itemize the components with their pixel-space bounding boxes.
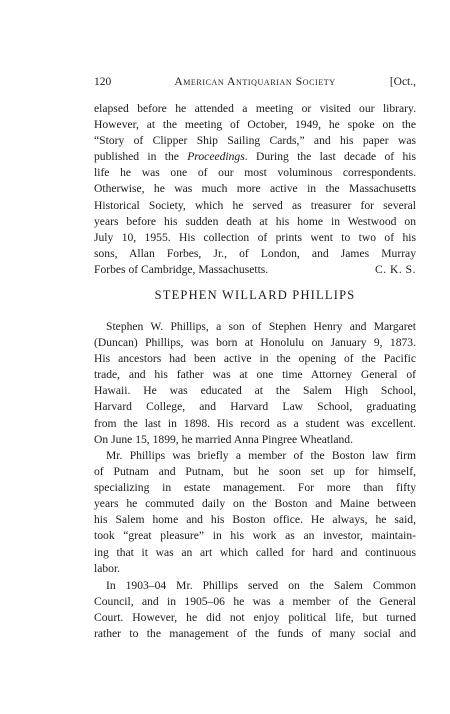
text-line: (Duncan) Phillips, was born at Honolulu on January 9, 1873.: [94, 336, 416, 350]
text-line: Forbes of Cambridge, Massachusetts.: [94, 262, 269, 276]
text-line: Stephen W. Phillips, a son of Stephen Henry and Margaret: [106, 320, 416, 333]
text-line: elapsed before he attended a meeting or visited our library.: [94, 102, 416, 115]
text-line: Mr. Phillips was briefly a member of the Boston law firm: [106, 449, 416, 462]
text-line: from the last in 1898. His record as a student was excellent.: [94, 416, 416, 430]
journal-title: Proceedings: [187, 150, 245, 164]
running-date: [Oct.,: [389, 76, 416, 88]
text-line: Historical Society, which he served as treasurer for several: [94, 198, 416, 212]
text-line: Hawaii. He was educated at the Salem High School,: [94, 384, 416, 398]
text-line: years he commuted daily on the Boston and Maine between: [94, 497, 416, 511]
text-line: life he was one of our most voluminous correspondents.: [94, 166, 416, 180]
text-line: Harvard College, and Harvard Law School, graduating: [94, 400, 416, 414]
text-line: labor.: [94, 561, 121, 575]
continuation-paragraph: [94, 101, 416, 278]
text-line: took “great pleasure” in his work as an investor, maintain-: [94, 529, 416, 543]
text-line: sons, Allan Forbes, Jr., of London, and James Murray: [94, 246, 416, 260]
text-line: of Putnam and Putnam, but he soon set up for himself,: [94, 465, 416, 479]
author-initials: C. K. S.: [374, 262, 416, 276]
running-title: American Antiquarian Society: [174, 76, 336, 88]
text-line: “Story of Clipper Ship Sailing Cards,” and his paper was: [94, 134, 416, 148]
text-line: years before his sudden death at his home in Westwood on: [94, 214, 416, 228]
text-line: Court. However, he did not enjoy political life, but turned: [94, 611, 416, 625]
text-line: rather to the management of the funds of many social and: [94, 627, 416, 641]
text-line: On June 15, 1899, he married Anna Pingree Wheatland.: [94, 432, 353, 446]
text-line: his Salem home and his Boston office. He always, he said,: [94, 513, 416, 527]
text-line: His ancestors had been active in the opening of the Pacific: [94, 352, 416, 366]
text-line: ing that it was an art which called for hard and continuous: [94, 545, 416, 559]
text-line: Otherwise, he was much more active in the Massachusetts: [94, 182, 416, 196]
text-line: In 1903–04 Mr. Phillips served on the Salem Common: [106, 579, 416, 592]
text-line: trade, and his father was at one time Attorney General of: [94, 368, 416, 382]
signature-line: [94, 262, 416, 278]
obituary-heading: STEPHEN WILLARD PHILLIPS: [154, 288, 356, 302]
text-line: However, at the meeting of October, 1949, he spoke on the: [94, 118, 416, 132]
text-line: July 10, 1955. His collection of prints went to two of his: [94, 230, 416, 244]
running-header: [94, 74, 416, 90]
text-line: specializing in estate management. For more than fifty: [94, 481, 416, 495]
text-line: Council, and in 1905–06 he was a member of the General: [94, 595, 416, 609]
paragraph-1: [94, 319, 416, 448]
paragraph-2: [94, 448, 416, 577]
paragraph-3: [94, 578, 416, 642]
text-line: published in the Proceedings. During the last decade of his: [94, 150, 417, 164]
page-number: 120: [94, 76, 112, 88]
